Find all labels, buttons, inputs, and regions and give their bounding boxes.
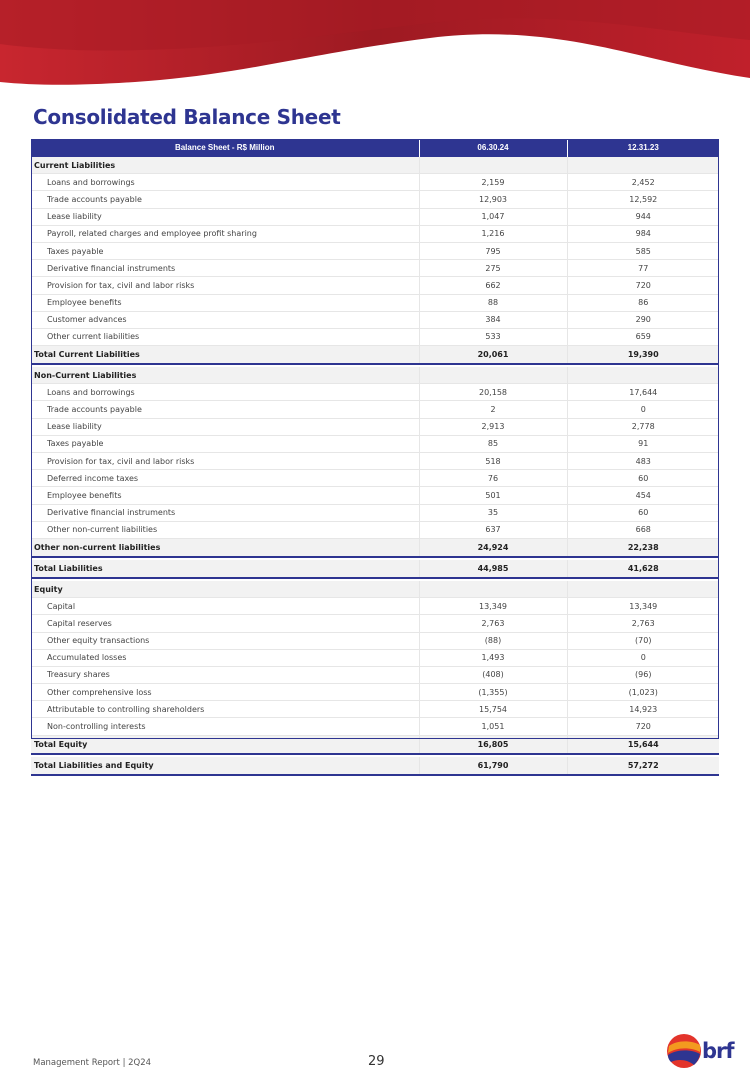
value-06-30-24: 61,790 [419,757,567,775]
section-total-row [31,538,719,557]
row-label: Capital reserves [31,615,419,632]
row-label: Loans and borrowings [31,384,419,401]
value-06-30-24: 1,051 [419,718,567,735]
value-12-31-23: 14,923 [567,701,719,718]
value-12-31-23: 720 [567,277,719,294]
footer-report-name: Management Report | 2Q24 [33,1058,152,1068]
table-row [31,701,719,718]
table-row [31,260,719,277]
row-label: Other non-current liabilities [31,521,419,538]
table-header-row [31,139,719,157]
table-row [31,718,719,735]
table-body [31,157,719,775]
row-label: Provision for tax, civil and labor risks [31,453,419,470]
row-label: Employee benefits [31,487,419,504]
table-row [31,277,719,294]
row-label: Lease liability [31,208,419,225]
value-12-31-23: 0 [567,649,719,666]
value-06-30-24: 2 [419,401,567,418]
table-row [31,401,719,418]
value-06-30-24: (1,355) [419,684,567,701]
balance-sheet-table [31,139,719,776]
value-06-30-24: 2,763 [419,615,567,632]
page-number: 29 [368,1054,385,1069]
value-06-30-24: 384 [419,311,567,328]
value-06-30-24: (408) [419,666,567,683]
value-12-31-23: 585 [567,242,719,259]
row-label: Trade accounts payable [31,401,419,418]
value-12-31-23 [567,581,719,598]
table-row [31,598,719,615]
section-header-row [31,367,719,384]
row-label: Derivative financial instruments [31,260,419,277]
value-12-31-23: 60 [567,470,719,487]
row-label: Accumulated losses [31,649,419,666]
column-header-date-current: 06.30.24 [419,139,567,157]
value-06-30-24: (88) [419,632,567,649]
value-12-31-23: 290 [567,311,719,328]
value-12-31-23: (1,023) [567,684,719,701]
value-06-30-24: 15,754 [419,701,567,718]
table-row [31,328,719,345]
value-12-31-23: 944 [567,208,719,225]
row-label: Equity [31,581,419,598]
section-total-row [31,346,719,365]
total-liabilities-row [31,560,719,578]
table-row [31,208,719,225]
row-label: Current Liabilities [31,157,419,174]
value-06-30-24 [419,367,567,384]
header-wave-banner [0,0,750,90]
value-06-30-24: 35 [419,504,567,521]
table-row [31,435,719,452]
table-row [31,649,719,666]
row-label: Loans and borrowings [31,174,419,191]
row-label: Other non-current liabilities [31,538,419,557]
table-row [31,384,719,401]
value-12-31-23: 17,644 [567,384,719,401]
row-label: Taxes payable [31,435,419,452]
row-label: Attributable to controlling shareholders [31,701,419,718]
value-06-30-24: 795 [419,242,567,259]
page-title: Consolidated Balance Sheet [33,105,341,129]
value-06-30-24: 16,805 [419,735,567,754]
row-label: Non-Current Liabilities [31,367,419,384]
value-12-31-23: 2,452 [567,174,719,191]
brf-logo-text: brf [702,1039,734,1063]
row-label: Customer advances [31,311,419,328]
value-06-30-24: 12,903 [419,191,567,208]
value-06-30-24: 85 [419,435,567,452]
value-12-31-23: 22,238 [567,538,719,557]
value-06-30-24: 275 [419,260,567,277]
value-12-31-23: 77 [567,260,719,277]
value-12-31-23: (70) [567,632,719,649]
value-06-30-24: 13,349 [419,598,567,615]
value-06-30-24: 1,493 [419,649,567,666]
value-06-30-24: 88 [419,294,567,311]
table-row [31,174,719,191]
row-label: Total Liabilities [31,560,419,578]
row-label: Other current liabilities [31,328,419,345]
value-12-31-23: 483 [567,453,719,470]
value-12-31-23: 13,349 [567,598,719,615]
value-12-31-23: 57,272 [567,757,719,775]
row-label: Derivative financial instruments [31,504,419,521]
row-label: Total Current Liabilities [31,346,419,365]
column-header-date-prior: 12.31.23 [567,139,719,157]
row-label: Provision for tax, civil and labor risks [31,277,419,294]
row-label: Employee benefits [31,294,419,311]
value-12-31-23: 41,628 [567,560,719,578]
value-06-30-24: 44,985 [419,560,567,578]
value-06-30-24: 533 [419,328,567,345]
table-row [31,191,719,208]
row-label: Trade accounts payable [31,191,419,208]
table-row [31,487,719,504]
value-12-31-23: 720 [567,718,719,735]
row-label: Lease liability [31,418,419,435]
value-06-30-24: 1,047 [419,208,567,225]
value-06-30-24: 2,159 [419,174,567,191]
value-12-31-23 [567,157,719,174]
row-label: Total Liabilities and Equity [31,757,419,775]
value-06-30-24 [419,157,567,174]
row-label: Non-controlling interests [31,718,419,735]
row-label: Other equity transactions [31,632,419,649]
value-12-31-23: 2,778 [567,418,719,435]
value-12-31-23: 659 [567,328,719,345]
value-12-31-23: 60 [567,504,719,521]
value-12-31-23: 19,390 [567,346,719,365]
table-row [31,225,719,242]
value-06-30-24: 2,913 [419,418,567,435]
row-label: Payroll, related charges and employee profit sharing [31,225,419,242]
row-label: Capital [31,598,419,615]
value-12-31-23: 15,644 [567,735,719,754]
value-06-30-24: 24,924 [419,538,567,557]
section-header-row [31,581,719,598]
value-12-31-23: 91 [567,435,719,452]
table-row [31,294,719,311]
value-06-30-24: 76 [419,470,567,487]
value-12-31-23: 984 [567,225,719,242]
value-12-31-23: 454 [567,487,719,504]
value-12-31-23: 86 [567,294,719,311]
value-06-30-24: 20,158 [419,384,567,401]
total-equity-row [31,735,719,754]
row-label: Other comprehensive loss [31,684,419,701]
value-06-30-24: 662 [419,277,567,294]
table-row [31,453,719,470]
section-header-row [31,157,719,174]
value-06-30-24: 501 [419,487,567,504]
table-row [31,632,719,649]
value-06-30-24: 1,216 [419,225,567,242]
value-06-30-24: 20,061 [419,346,567,365]
value-06-30-24 [419,581,567,598]
table-row [31,311,719,328]
row-label: Taxes payable [31,242,419,259]
value-06-30-24: 518 [419,453,567,470]
table-row [31,666,719,683]
value-12-31-23: (96) [567,666,719,683]
value-12-31-23: 2,763 [567,615,719,632]
table-row [31,418,719,435]
value-12-31-23 [567,367,719,384]
value-12-31-23: 12,592 [567,191,719,208]
table-row [31,504,719,521]
table-row [31,521,719,538]
value-12-31-23: 0 [567,401,719,418]
value-06-30-24: 637 [419,521,567,538]
row-label: Treasury shares [31,666,419,683]
table-row [31,615,719,632]
column-header-label: Balance Sheet - R$ Million [31,139,419,157]
table-row [31,242,719,259]
total-liabilities-equity-row [31,757,719,775]
row-label: Total Equity [31,735,419,754]
row-label: Deferred income taxes [31,470,419,487]
value-12-31-23: 668 [567,521,719,538]
table-row [31,684,719,701]
table-row [31,470,719,487]
